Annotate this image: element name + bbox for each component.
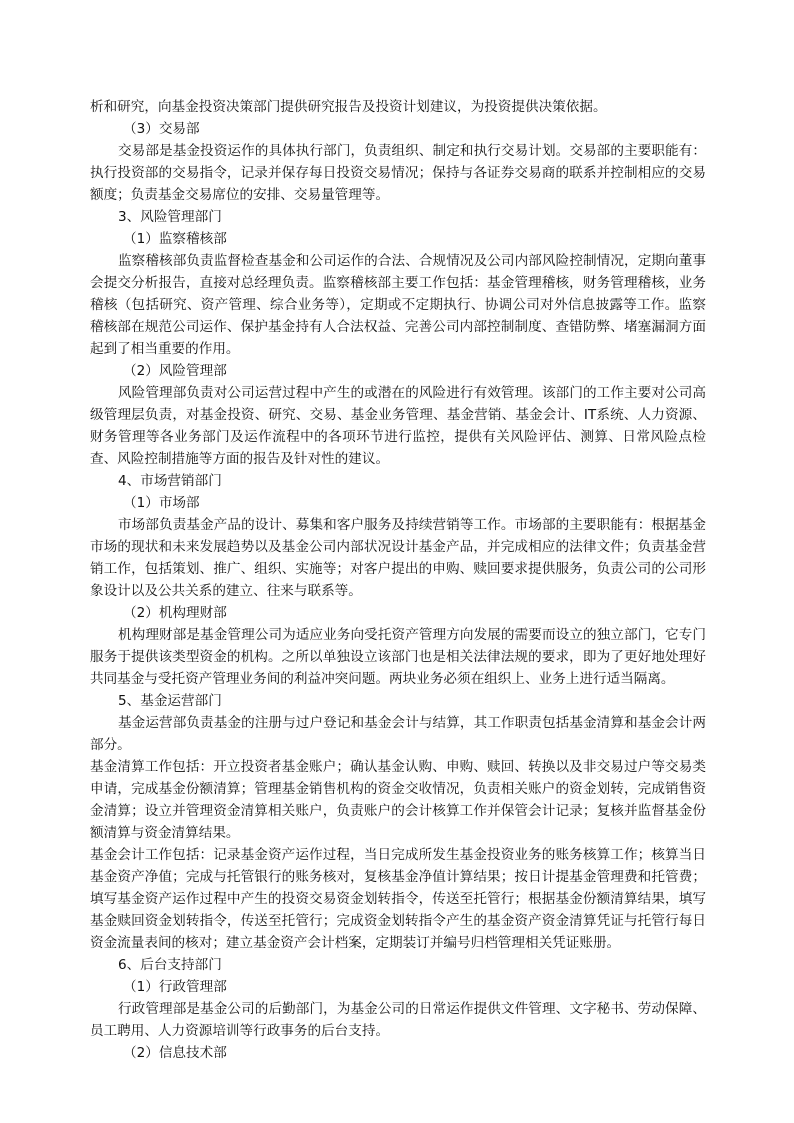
section-heading-risk-management: 3、风险管理部门 [118,209,222,225]
paragraph-fund-clearing: 基金清算工作包括：开立投资者基金账户；确认基金认购、申购、赎回、转换以及非交易过户等交易类申请，完成基金份额清算；管理基金销售机构的资金交收情况，负责相关账户的资金划转，完成销售资金清算；设立并管理资金清算相关账户，负责账户的会计核算工作并保管会计记录；复核并监督基金份额清算与资金清算结果。 [90,759,706,841]
subheading-institutional-dept: （2）机构理财部 [123,605,227,621]
paragraph-fund-accounting: 基金会计工作包括：记录基金资产运作过程，当日完成所发生基金投资业务的账务核算工作；核算当日基金资产净值；完成与托管银行的账务核对，复核基金净值计算结果；按日计提基金管理费和托管费；填写基金资产运作过程中产生的投资交易资金划转指令，传送至托管行；根据基金份额清算结果，填写基金赎回资金划转指令，传送至托管行；完成资金划转指令产生的基金资产资金清算凭证与托管行每日资金流量表间的核对；建立基金资产会计档案，定期装订并编号归档管理相关凭证账册。 [90,847,706,951]
subheading-risk-dept: （2）风险管理部 [123,363,227,379]
paragraph-institutional-dept: 机构理财部是基金管理公司为适应业务向受托资产管理方向发展的需要而设立的独立部门，它专门服务于提供该类型资金的机构。之所以单独设立该部门也是相关法律法规的要求，即为了更好地处理好共同基金与受托资产管理业务间的利益冲突问题。两块业务必须在组织上、业务上进行适当隔离。 [90,627,706,687]
paragraph-trading-dept: 交易部是基金投资运作的具体执行部门，负责组织、制定和执行交易计划。交易部的主要职能有：执行投资部的交易指令，记录并保存每日投资交易情况；保持与各证券交易商的联系并控制相应的交易额度；负责基金交易席位的安排、交易量管理等。 [90,143,706,203]
paragraph-fund-operations: 基金运营部负责基金的注册与过户登记和基金会计与结算，其工作职责包括基金清算和基金会计两部分。 [90,715,706,753]
paragraph-risk-dept: 风险管理部负责对公司运营过程中产生的或潜在的风险进行有效管理。该部门的工作主要对公司高级管理层负责，对基金投资、研究、交易、基金业务管理、基金营销、基金会计、IT系统、人力资源、财务管理等各业务部门及运作流程中的各项环节进行监控，提供有关风险评估、测算、日常风险点检查、风险控制措施等方面的报告及针对性的建议。 [90,385,706,467]
subheading-trading-dept: （3）交易部 [123,121,200,137]
paragraph-audit-dept: 监察稽核部负责监督检查基金和公司运作的合法、合规情况及公司内部风险控制情况，定期向董事会提交分析报告，直接对总经理负责。监察稽核部主要工作包括：基金管理稽核，财务管理稽核，业务稽核（包括研究、资产管理、综合业务等），定期或不定期执行、协调公司对外信息披露等工作。监察稽核部在规范公司运作、保护基金持有人合法权益、完善公司内部控制制度、查错防弊、堵塞漏洞方面起到了相当重要的作用。 [90,253,706,357]
subheading-audit-dept: （1）监察稽核部 [123,231,227,247]
section-heading-marketing: 4、市场营销部门 [118,473,222,489]
section-heading-fund-operations: 5、基金运营部门 [118,693,222,709]
section-heading-back-office: 6、后台支持部门 [118,957,222,973]
subheading-market-dept: （1）市场部 [123,495,200,511]
document-body [90,96,706,1064]
subheading-it-dept: （2）信息技术部 [123,1045,227,1061]
subheading-admin-dept: （1）行政管理部 [123,979,227,995]
paragraph-research-continuation: 析和研究，向基金投资决策部门提供研究报告及投资计划建议，为投资提供决策依据。 [90,99,607,115]
paragraph-market-dept: 市场部负责基金产品的设计、募集和客户服务及持续营销等工作。市场部的主要职能有：根据基金市场的现状和未来发展趋势以及基金公司内部状况设计基金产品，并完成相应的法律文件；负责基金营销工作，包括策划、推广、组织、实施等；对客户提出的申购、赎回要求提供服务，负责公司的公司形象设计以及公共关系的建立、往来与联系等。 [90,517,706,599]
paragraph-admin-dept: 行政管理部是基金公司的后勤部门，为基金公司的日常运作提供文件管理、文字秘书、劳动保障、员工聘用、人力资源培训等行政事务的后台支持。 [90,1001,706,1039]
